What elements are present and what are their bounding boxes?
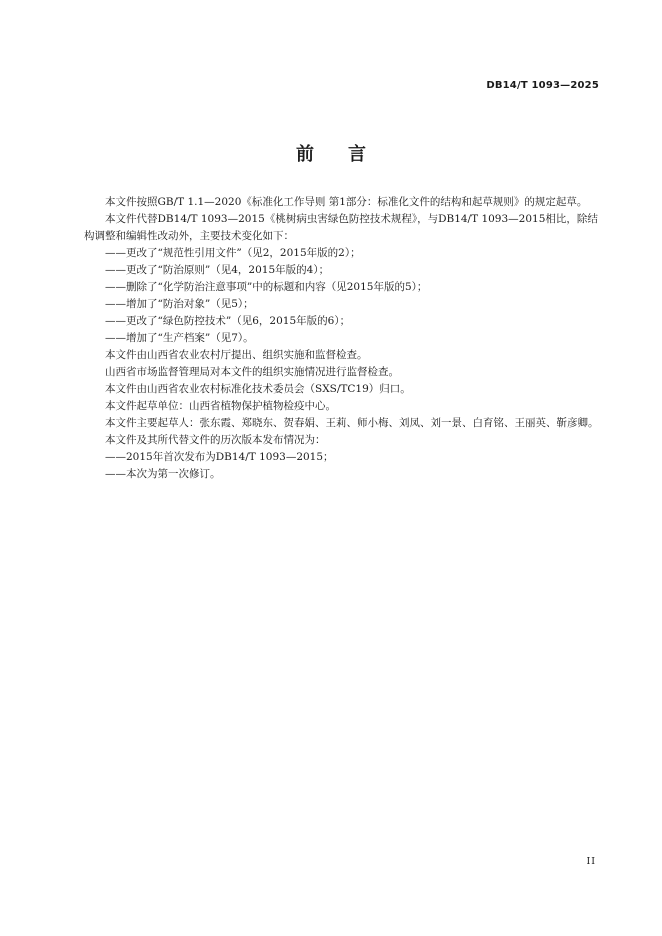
history-item: ——本次为第一次修订。 bbox=[105, 468, 221, 480]
paragraph-history: 本文件及其所代替文件的历次版本发布情况为： bbox=[105, 434, 326, 446]
change-item: ——删除了“化学防治注意事项”中的标题和内容（见2015年版的5）； bbox=[105, 281, 428, 293]
paragraph-replacement: 本文件代替DB14/T 1093—2015《桃树病虫害绿色防控技术规程》，与DB14/T 1093—2015相比，除结构调整和编辑性改动外，主要技术变化如下： bbox=[84, 213, 598, 242]
change-item: ——增加了“生产档案”（见7）。 bbox=[105, 332, 254, 344]
paragraph-supervisor: 山西省市场监督管理局对本文件的组织实施情况进行监督检查。 bbox=[105, 366, 399, 378]
paragraph-drafters: 本文件主要起草人：张东霞、郑晓东、贺春娟、王莉、师小梅、刘凤、刘一景、白育铭、王丽英、靳彦卿。 bbox=[105, 417, 599, 429]
page-number: II bbox=[586, 856, 596, 867]
paragraph-drafting-unit: 本文件起草单位：山西省植物保护植物检疫中心。 bbox=[105, 400, 336, 412]
page-title: 前言 bbox=[296, 144, 400, 165]
paragraph-drafting-rules: 本文件按照GB/T 1.1—2020《标准化工作导则 第1部分：标准化文件的结构和起草规则》的规定起草。 bbox=[105, 196, 588, 208]
paragraph-proposer: 本文件由山西省农业农村厅提出、组织实施和监督检查。 bbox=[105, 349, 368, 361]
change-item: ——增加了“防治对象”（见5）； bbox=[105, 298, 254, 310]
standard-code: DB14/T 1093—2025 bbox=[486, 80, 599, 91]
paragraph-committee: 本文件由山西省农业农村标准化技术委员会（SXS/TC19）归口。 bbox=[105, 383, 411, 395]
change-item: ——更改了“绿色防控技术”（见6，2015年版的6）； bbox=[105, 315, 351, 327]
change-item: ——更改了“防治原则”（见4，2015年版的4）； bbox=[105, 264, 330, 276]
history-item: ——2015年首次发布为DB14/T 1093—2015； bbox=[105, 451, 334, 463]
change-item: ——更改了“规范性引用文件”（见2，2015年版的2）； bbox=[105, 247, 361, 259]
foreword-body bbox=[84, 194, 604, 483]
